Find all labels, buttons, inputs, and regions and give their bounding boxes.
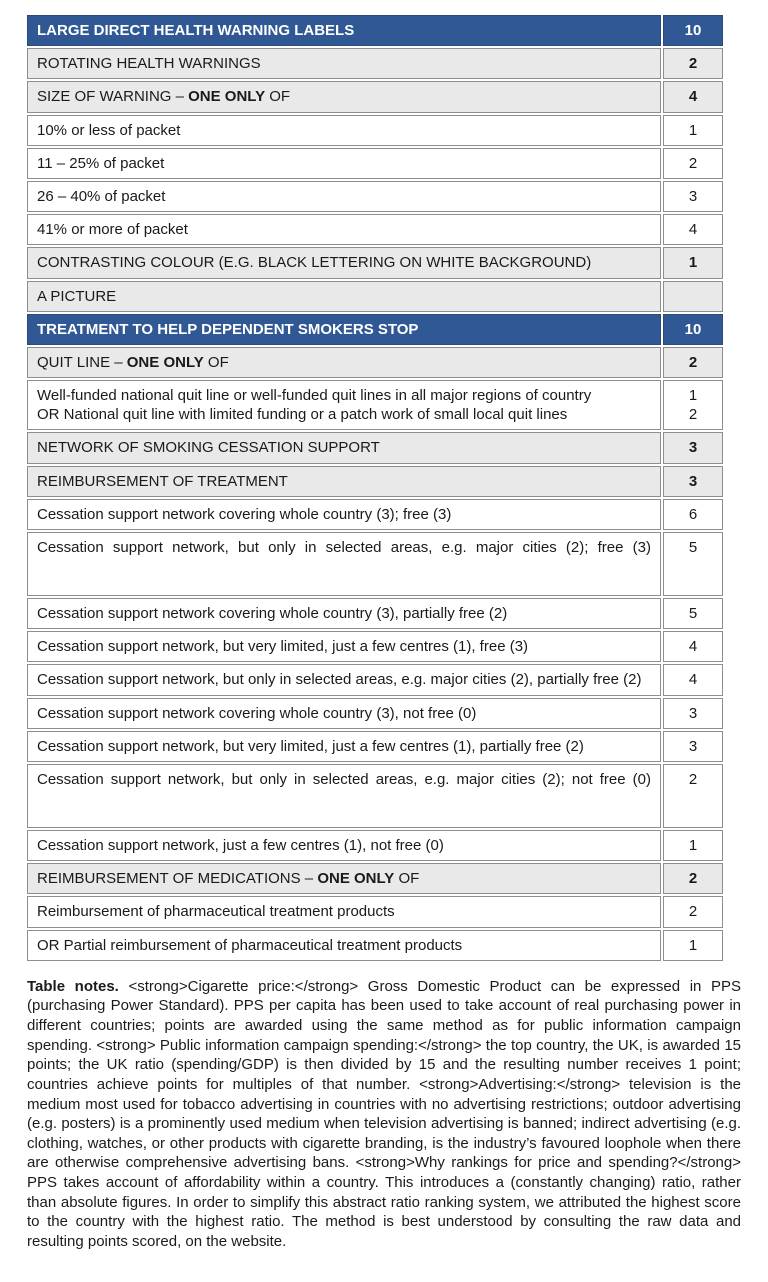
row-label-text: ROTATING HEALTH WARNINGS xyxy=(37,55,261,73)
row-value: 2 xyxy=(663,863,723,894)
row-label xyxy=(27,499,661,530)
row-value: 2 xyxy=(663,347,723,378)
row-label-text: REIMBURSEMENT OF TREATMENT xyxy=(37,472,288,490)
row-label xyxy=(27,930,661,961)
row-value: 5 xyxy=(663,532,723,596)
row-label xyxy=(27,532,661,596)
row-label xyxy=(27,664,661,695)
row-label-text: OR National quit line with limited funding or a patch work of small local quit lines xyxy=(37,406,568,424)
table-row xyxy=(27,698,723,729)
row-label xyxy=(27,432,661,463)
row-value: 10 xyxy=(663,314,723,345)
table-section-row xyxy=(27,81,723,112)
row-label-text: CONTRASTING COLOUR (E.G. BLACK LETTERING ON WHITE BACKGROUND) xyxy=(37,254,592,272)
row-value: 5 xyxy=(663,598,723,629)
row-label xyxy=(27,631,661,662)
row-label-text: Cessation support network, but very limited, just a few centres (1), partially free (2) xyxy=(37,737,584,755)
row-label-text: Cessation support network, but only in selected areas, e.g. major cities (2), partially free (2) xyxy=(37,671,642,689)
row-label-text: ONE ONLY xyxy=(317,870,395,888)
table-header-row xyxy=(27,314,723,345)
row-label-text: Cessation support network covering whole country (3); free (3) xyxy=(37,505,452,523)
row-label-text: Cessation support network, but only in selected areas, e.g. major cities (2); free (3) xyxy=(37,539,651,556)
row-value: 2 xyxy=(663,764,723,828)
row-value: 1 xyxy=(663,930,723,961)
row-label xyxy=(27,347,661,378)
table-row xyxy=(27,115,723,146)
row-label-text: Cessation support network, just a few centres (1), not free (0) xyxy=(37,836,444,854)
row-label xyxy=(27,698,661,729)
table-row xyxy=(27,830,723,861)
notes-text: <strong>Cigarette price:</strong> Gross Domestic Product can be expressed in PPS (purchasing Power Standard). PPS per capita has been used to take account of real purchasing power in different countries; points are awarded using the same method as for public information campaign spending. <strong> Public information campaign spending:</strong> the top country, the UK, is awarded 15 points; the UK ratio (spending/GDP) is then divided by 15 and the resulting number receives 1 point; countries achieve points for multiples of that number. <strong>Advertising:</strong> television is the medium most used for tobacco advertising in countries with no advertising restrictions; outdoor advertising (e.g. posters) is a prominently used medium when television advertising is banned; indirect advertising (e.g. clothing, watches, or other products with cigarette branding, is the industry’s favoured loophole when there are otherwise comprehensive advertising bans. <strong>Why rankings for price and spending?</strong> PPS takes account of affordability within a country. This introduces a (constantly changing) ratio, rather than absolute figures. In order to simplify this abstract ratio ranking system, we attributed the highest score to the country with the highest ratio. The method is best understood by consulting the raw data and resulting points scored, on the website. xyxy=(27,977,741,1251)
table-row xyxy=(27,181,723,212)
table-section-row xyxy=(27,247,723,278)
row-label xyxy=(27,314,661,345)
row-value: 4 xyxy=(663,214,723,245)
row-label xyxy=(27,896,661,927)
table-section-row xyxy=(27,466,723,497)
row-label-text: 11 – 25% of packet xyxy=(37,154,165,172)
row-value: 1 xyxy=(663,830,723,861)
table-row xyxy=(27,731,723,762)
table-header-row xyxy=(27,15,723,46)
row-value: 2 xyxy=(663,48,723,79)
table-row xyxy=(27,532,723,596)
row-label xyxy=(27,863,661,894)
row-value: 10 xyxy=(663,15,723,46)
notes-text: Table notes. xyxy=(27,977,129,995)
row-label-text: Cessation support network covering whole country (3), not free (0) xyxy=(37,704,477,722)
table-row xyxy=(27,631,723,662)
row-label xyxy=(27,181,661,212)
row-label-text: Cessation support network covering whole country (3), partially free (2) xyxy=(37,605,508,622)
table-row xyxy=(27,896,723,927)
row-label-text: 10% or less of packet xyxy=(37,121,181,139)
table-row xyxy=(27,148,723,179)
row-label xyxy=(27,731,661,762)
row-value: 3 xyxy=(663,698,723,729)
row-label-text: 26 – 40% of packet xyxy=(37,187,166,205)
table-section-row xyxy=(27,48,723,79)
row-value: 1 2 xyxy=(663,380,723,430)
row-label-text: OF xyxy=(394,870,420,888)
row-label-text: NETWORK OF SMOKING CESSATION SUPPORT xyxy=(37,439,380,457)
row-label xyxy=(27,15,661,46)
row-value: 3 xyxy=(663,432,723,463)
score-table xyxy=(25,13,725,963)
row-value: 4 xyxy=(663,631,723,662)
table-section-row xyxy=(27,863,723,894)
row-label xyxy=(27,148,661,179)
row-label-text: QUIT LINE – xyxy=(37,353,127,371)
row-label-text: LARGE DIRECT HEALTH WARNING LABELS xyxy=(37,22,355,39)
row-label-text: Reimbursement of pharmaceutical treatment products xyxy=(37,903,395,921)
table-section-row xyxy=(27,281,723,312)
table-row xyxy=(27,930,723,961)
table-row xyxy=(27,214,723,245)
table-row xyxy=(27,764,723,828)
row-value: 4 xyxy=(663,81,723,112)
table-row xyxy=(27,598,723,629)
row-label xyxy=(27,281,661,312)
row-label-text: OF xyxy=(265,88,291,106)
table-row xyxy=(27,499,723,530)
row-label-text: 41% or more of packet xyxy=(37,221,188,239)
row-value: 1 xyxy=(663,115,723,146)
row-label-text: Well-funded national quit line or well-funded quit lines in all major regions of country xyxy=(37,387,592,405)
row-label xyxy=(27,214,661,245)
row-label-text: SIZE OF WARNING – xyxy=(37,88,189,106)
row-value: 2 xyxy=(663,148,723,179)
row-label-text: OR Partial reimbursement of pharmaceutical treatment products xyxy=(37,936,463,954)
row-label xyxy=(27,115,661,146)
row-label xyxy=(27,598,661,629)
row-value xyxy=(663,281,723,312)
row-label-text: TREATMENT TO HELP DEPENDENT SMOKERS STOP xyxy=(37,320,419,338)
row-label xyxy=(27,247,661,278)
row-label-text: Cessation support network, but only in selected areas, e.g. major cities (2); not free (0) xyxy=(37,770,651,788)
row-label xyxy=(27,48,661,79)
row-label-text: REIMBURSEMENT OF MEDICATIONS – xyxy=(37,870,318,888)
table-section-row xyxy=(27,347,723,378)
score-table-body xyxy=(27,15,723,961)
row-value: 3 xyxy=(663,466,723,497)
row-value: 3 xyxy=(663,731,723,762)
row-value: 2 xyxy=(663,896,723,927)
document-page xyxy=(27,0,741,1252)
row-label-text: OF xyxy=(203,353,229,371)
table-notes xyxy=(27,977,741,1252)
row-label-text: ONE ONLY xyxy=(188,88,266,106)
row-label xyxy=(27,380,661,430)
row-label xyxy=(27,466,661,497)
row-value: 3 xyxy=(663,181,723,212)
row-label-text: ONE ONLY xyxy=(126,353,204,371)
row-label xyxy=(27,81,661,112)
row-label-text: Cessation support network, but very limited, just a few centres (1), free (3) xyxy=(37,638,529,656)
row-value: 4 xyxy=(663,664,723,695)
row-label xyxy=(27,764,661,828)
table-row xyxy=(27,380,723,430)
table-section-row xyxy=(27,432,723,463)
row-value: 1 xyxy=(663,247,723,278)
row-label-text: A PICTURE xyxy=(37,287,117,305)
row-label xyxy=(27,830,661,861)
table-row xyxy=(27,664,723,695)
row-value: 6 xyxy=(663,499,723,530)
